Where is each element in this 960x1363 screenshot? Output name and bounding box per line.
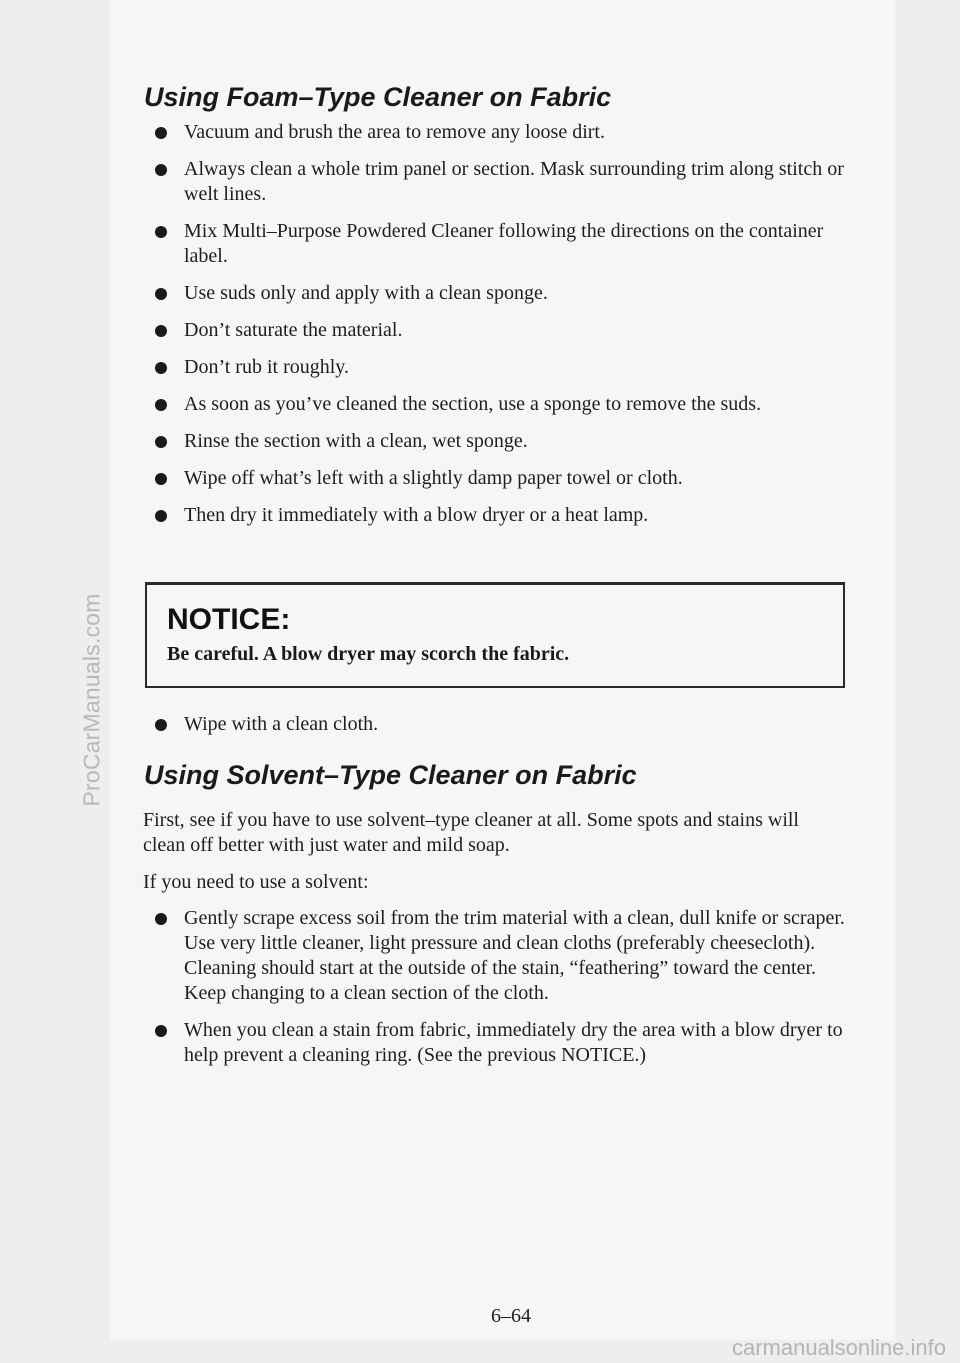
- list-item: As soon as you’ve cleaned the section, use a sponge to remove the suds.: [155, 392, 845, 417]
- list-item: Always clean a whole trim panel or section. Mask surrounding trim along stitch or welt lines.: [155, 157, 845, 207]
- solvent-steps-list: [155, 906, 845, 1080]
- list-item: Then dry it immediately with a blow dryer or a heat lamp.: [155, 503, 845, 528]
- section-heading-solvent: Using Solvent–Type Cleaner on Fabric: [144, 760, 637, 790]
- section-heading-foam: Using Foam–Type Cleaner on Fabric: [144, 82, 612, 112]
- list-item: Mix Multi–Purpose Powdered Cleaner following the directions on the container label.: [155, 219, 845, 269]
- notice-box: [145, 582, 845, 688]
- list-item: Wipe off what’s left with a slightly damp paper towel or cloth.: [155, 466, 845, 491]
- list-item: Use suds only and apply with a clean sponge.: [155, 281, 845, 306]
- bottom-watermark: carmanualsonline.info: [731, 1335, 946, 1360]
- notice-title: NOTICE:: [167, 603, 291, 636]
- list-item: Rinse the section with a clean, wet sponge.: [155, 429, 845, 454]
- page-number: 6–64: [491, 1305, 531, 1327]
- notice-text: Be careful. A blow dryer may scorch the fabric.: [167, 643, 570, 665]
- list-item: Wipe with a clean cloth.: [155, 712, 845, 737]
- list-item: Don’t saturate the material.: [155, 318, 845, 343]
- list-item: Vacuum and brush the area to remove any loose dirt.: [155, 120, 845, 145]
- side-watermark: ProCarManuals.com: [78, 593, 105, 807]
- solvent-lead-paragraph: If you need to use a solvent:: [143, 871, 369, 893]
- after-notice-list: [155, 712, 845, 749]
- list-item: Gently scrape excess soil from the trim material with a clean, dull knife or scraper. Use very little cleaner, light pressure and clean cloths (preferably cheesecloth). Cleaning should start at the outside of the stain, “feathering” toward the center. Keep changing to a clean section of the cloth.: [155, 906, 845, 1006]
- list-item: When you clean a stain from fabric, immediately dry the area with a blow dryer to help prevent a cleaning ring. (See the previous NOTICE.): [155, 1018, 845, 1068]
- foam-steps-list: [155, 120, 845, 540]
- list-item: Don’t rub it roughly.: [155, 355, 845, 380]
- solvent-intro-paragraph: First, see if you have to use solvent–type cleaner at all. Some spots and stains will clean off better with just water and mild soap.: [143, 809, 799, 856]
